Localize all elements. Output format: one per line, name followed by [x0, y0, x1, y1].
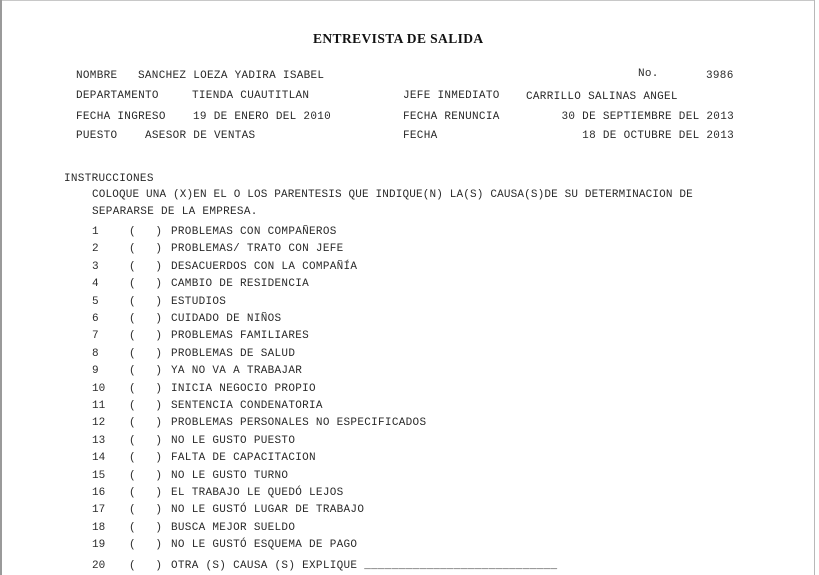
reason-number: 1 — [92, 226, 99, 238]
reason-checkbox[interactable]: ( ) — [129, 296, 163, 308]
fecha-renuncia-value: 30 DE SEPTIEMBRE DEL 2013 — [561, 111, 734, 123]
reason-number: 20 — [92, 560, 106, 572]
reason-label: CAMBIO DE RESIDENCIA — [171, 278, 310, 290]
reason-checkbox[interactable]: ( ) — [129, 278, 163, 290]
reason-checkbox[interactable]: ( ) — [129, 365, 163, 377]
reason-number: 2 — [92, 243, 99, 255]
reason-checkbox[interactable]: ( ) — [129, 243, 163, 255]
nombre-value: SANCHEZ LOEZA YADIRA ISABEL — [138, 70, 325, 82]
departamento-label: DEPARTAMENTO — [76, 90, 159, 102]
reason-checkbox[interactable]: ( ) — [129, 226, 163, 238]
reason-checkbox[interactable]: ( ) — [129, 383, 163, 395]
instructions-line-2: SEPARARSE DE LA EMPRESA. — [92, 206, 258, 218]
reason-number: 11 — [92, 400, 106, 412]
jefe-value: CARRILLO SALINAS ANGEL — [526, 91, 678, 103]
reason-label: PROBLEMAS/ TRATO CON JEFE — [171, 243, 344, 255]
reason-label: FALTA DE CAPACITACION — [171, 452, 316, 464]
reason-number: 12 — [92, 417, 106, 429]
reason-label: NO LE GUSTO TURNO — [171, 470, 289, 482]
reason-checkbox[interactable]: ( ) — [129, 400, 163, 412]
reason-label: PROBLEMAS PERSONALES NO ESPECIFICADOS — [171, 417, 427, 429]
nombre-label: NOMBRE — [76, 70, 118, 82]
puesto-label: PUESTO — [76, 130, 118, 142]
reason-label: OTRA (S) CAUSA (S) EXPLIQUE ____________________________ — [171, 560, 558, 572]
reason-checkbox[interactable]: ( ) — [129, 470, 163, 482]
reason-label: CUIDADO DE NIÑOS — [171, 313, 282, 325]
reason-number: 14 — [92, 452, 106, 464]
departamento-value: TIENDA CUAUTITLAN — [192, 90, 310, 102]
reason-number: 4 — [92, 278, 99, 290]
puesto-value: ASESOR DE VENTAS — [145, 130, 256, 142]
fecha-value: 18 DE OCTUBRE DEL 2013 — [582, 130, 734, 142]
reason-number: 19 — [92, 539, 106, 551]
reason-label: BUSCA MEJOR SUELDO — [171, 522, 296, 534]
reason-number: 7 — [92, 330, 99, 342]
reason-number: 10 — [92, 383, 106, 395]
document-title: ENTREVISTA DE SALIDA — [313, 31, 484, 46]
reason-label: SENTENCIA CONDENATORIA — [171, 400, 323, 412]
instructions-label: INSTRUCCIONES — [64, 173, 154, 185]
reason-checkbox[interactable]: ( ) — [129, 435, 163, 447]
reason-number: 6 — [92, 313, 99, 325]
reason-label: ESTUDIOS — [171, 296, 227, 308]
reason-number: 18 — [92, 522, 106, 534]
no-label: No. — [638, 68, 659, 80]
reason-label: NO LE GUSTÓ LUGAR DE TRABAJO — [171, 504, 365, 516]
reason-label: PROBLEMAS FAMILIARES — [171, 330, 310, 342]
no-value: 3986 — [706, 70, 734, 82]
reason-label: EL TRABAJO LE QUEDÓ LEJOS — [171, 487, 344, 499]
reason-number: 3 — [92, 261, 99, 273]
reason-checkbox[interactable]: ( ) — [129, 539, 163, 551]
reason-number: 8 — [92, 348, 99, 360]
reason-number: 17 — [92, 504, 106, 516]
fecha-ingreso-label: FECHA INGRESO — [76, 111, 166, 123]
fecha-ingreso-value: 19 DE ENERO DEL 2010 — [193, 111, 332, 123]
instructions-line-1: COLOQUE UNA (X)EN EL O LOS PARENTESIS QUE INDIQUE(N) LA(S) CAUSA(S)DE SU DETERMINACION DE — [92, 189, 693, 201]
fecha-label: FECHA — [403, 130, 438, 142]
reason-label: NO LE GUSTÓ ESQUEMA DE PAGO — [171, 539, 358, 551]
reason-checkbox[interactable]: ( ) — [129, 330, 163, 342]
reason-checkbox[interactable]: ( ) — [129, 504, 163, 516]
reason-checkbox[interactable]: ( ) — [129, 417, 163, 429]
reason-checkbox[interactable]: ( ) — [129, 522, 163, 534]
reason-checkbox[interactable]: ( ) — [129, 560, 163, 572]
reason-label: NO LE GUSTO PUESTO — [171, 435, 296, 447]
reason-number: 9 — [92, 365, 99, 377]
reason-label: PROBLEMAS CON COMPAÑEROS — [171, 226, 337, 238]
reason-label: YA NO VA A TRABAJAR — [171, 365, 303, 377]
reason-number: 16 — [92, 487, 106, 499]
reason-label: PROBLEMAS DE SALUD — [171, 348, 296, 360]
reason-checkbox[interactable]: ( ) — [129, 452, 163, 464]
reason-checkbox[interactable]: ( ) — [129, 487, 163, 499]
reason-label: DESACUERDOS CON LA COMPAÑÍA — [171, 261, 358, 273]
fecha-renuncia-label: FECHA RENUNCIA — [403, 111, 500, 123]
reason-label: INICIA NEGOCIO PROPIO — [171, 383, 316, 395]
reason-number: 15 — [92, 470, 106, 482]
reason-checkbox[interactable]: ( ) — [129, 348, 163, 360]
reason-number: 5 — [92, 296, 99, 308]
jefe-label: JEFE INMEDIATO — [403, 90, 500, 102]
reason-checkbox[interactable]: ( ) — [129, 261, 163, 273]
reason-checkbox[interactable]: ( ) — [129, 313, 163, 325]
reason-number: 13 — [92, 435, 106, 447]
